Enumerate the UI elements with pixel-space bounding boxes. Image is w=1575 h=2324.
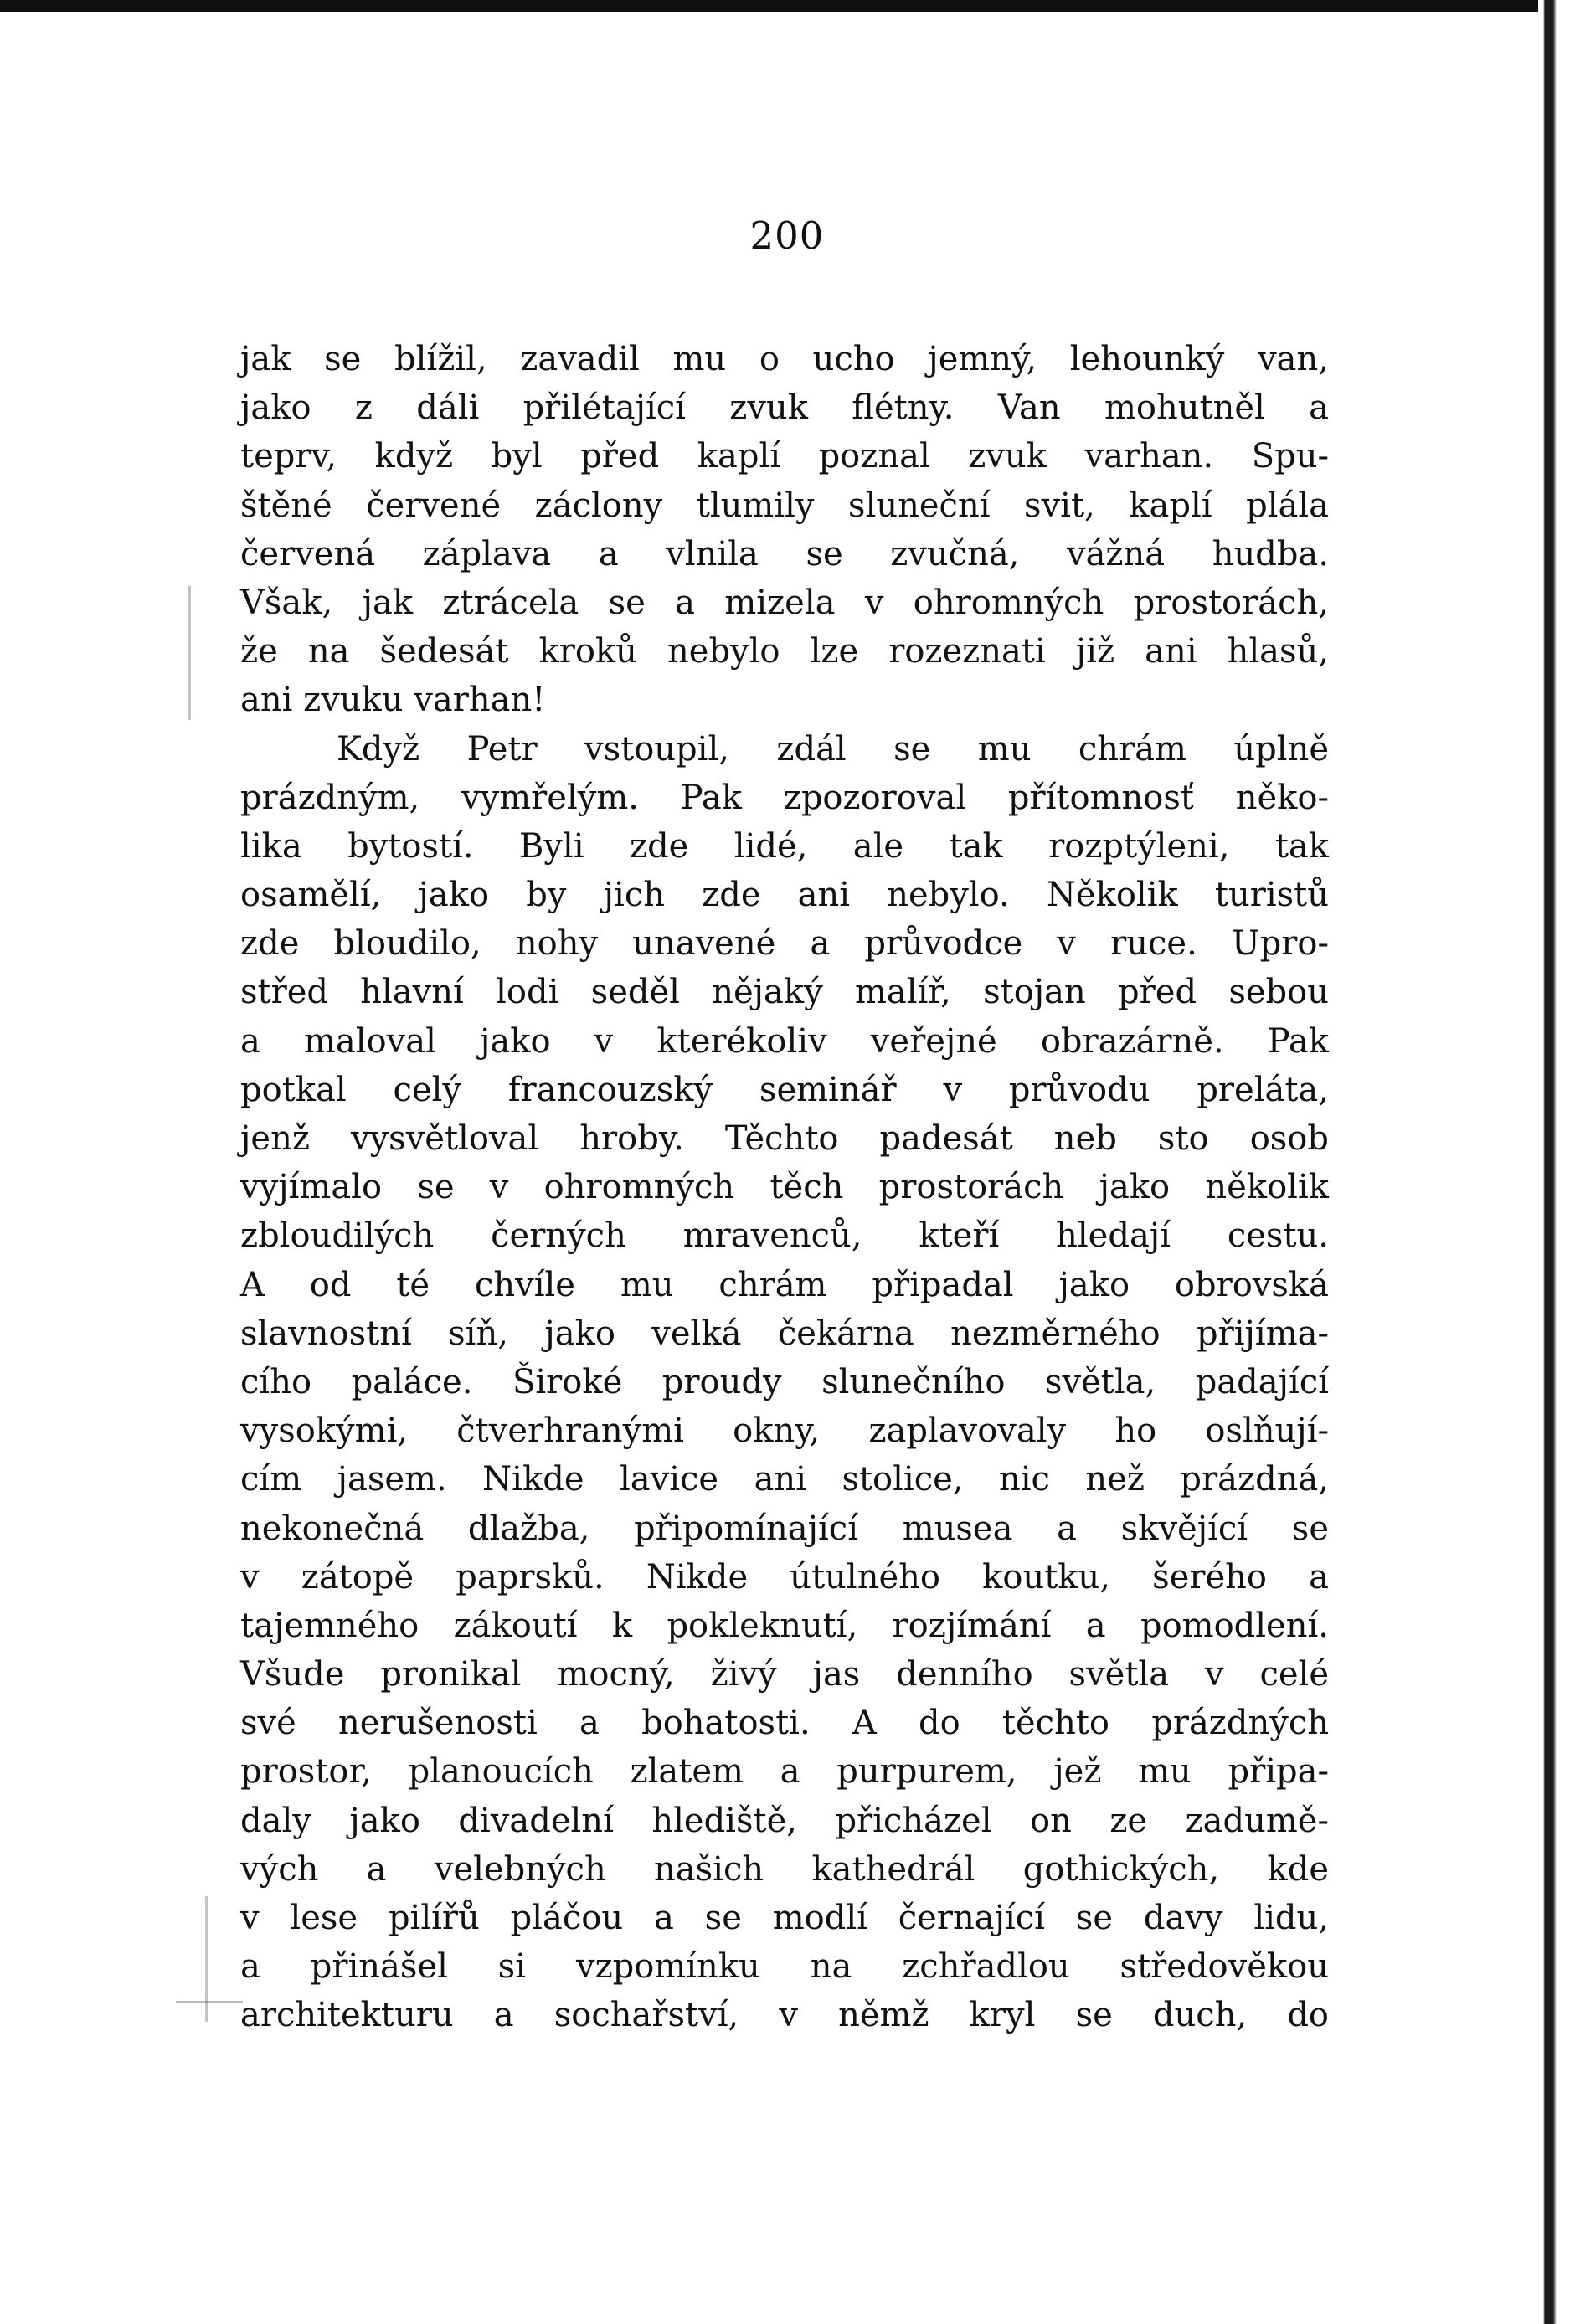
text-line: Však, jak ztrácela se a mizela v ohromných prostorách, — [240, 583, 1329, 622]
text-line: A od té chvíle mu chrám připadal jako obrovská — [240, 1265, 1329, 1304]
text-line: architekturu a sochařství, v němž kryl se duch, do — [240, 1996, 1329, 2035]
text-line: vysokými, čtverhranými okny, zaplavovaly ho oslňují- — [240, 1411, 1329, 1451]
text-line: červená záplava a vlnila se zvučná, vážná hudba. — [240, 534, 1329, 573]
text-line: cího paláce. Široké proudy slunečního světla, padající — [240, 1362, 1329, 1401]
text-line: prázdným, vymřelým. Pak zpozoroval přítomnosť něko- — [240, 778, 1329, 817]
text-line: potkal celý francouzský seminář v průvodu preláta, — [240, 1070, 1329, 1109]
text-line: že na šedesát kroků nebylo lze rozeznati již ani hlasů, — [240, 632, 1329, 671]
text-line: jak se blížil, zavadil mu o ucho jemný, lehounký van, — [240, 340, 1329, 378]
text-line: zde bloudilo, nohy unavené a průvodce v ruce. Upro- — [240, 924, 1329, 964]
text-line: slavnostní síň, jako velká čekárna nezměrného přijíma- — [240, 1314, 1329, 1353]
body-text — [240, 335, 1329, 2040]
text-line: a maloval jako v kterékoliv veřejné obrazárně. Pak — [240, 1021, 1329, 1061]
text-line: vyjímalo se v ohromných těch prostorách jako několik — [240, 1168, 1329, 1207]
page-number: 200 — [749, 213, 825, 258]
text-line: své nerušenosti a bohatosti. A do těchto prázdných — [240, 1704, 1329, 1743]
text-line: vých a velebných našich kathedrál gothických, kde — [240, 1849, 1329, 1889]
text-line: tajemného zákoutí k pokleknutí, rozjímání a pomodlení. — [240, 1606, 1329, 1645]
text-line: jako z dáli přilétající zvuk flétny. Van mohutněl a — [240, 388, 1329, 428]
text-line: v lese pilířů pláčou a se modlí černající se davy lidu, — [240, 1899, 1329, 1937]
text-line: prostor, planoucích zlatem a purpurem, jež mu připa- — [240, 1752, 1329, 1792]
text-line: ani zvuku varhan! — [240, 681, 546, 720]
text-line: štěné červené záclony tlumily sluneční svit, kaplí plála — [240, 486, 1329, 525]
text-line: jenž vysvětloval hroby. Těchto padesát neb sto osob — [240, 1119, 1329, 1158]
text-line: zbloudilých černých mravenců, kteří hledají cestu. — [240, 1216, 1329, 1256]
text-line: cím jasem. Nikde lavice ani stolice, nic než prázdná, — [240, 1460, 1329, 1499]
text-line: teprv, když byl před kaplí poznal zvuk varhan. Spu- — [240, 437, 1329, 476]
text-line: a přinášel si vzpomínku na zchřadlou středověkou — [240, 1947, 1329, 1987]
text-line: nekonečná dlažba, připomínající musea a skvějící se — [240, 1509, 1329, 1548]
text-line: osamělí, jako by jich zde ani nebylo. Několik turistů — [240, 876, 1329, 915]
text-line: lika bytostí. Byli zde lidé, ale tak rozptýleni, tak — [240, 826, 1329, 866]
text-line: střed hlavní lodi seděl nějaký malíř, stojan před sebou — [240, 973, 1329, 1012]
text-line: Když Petr vstoupil, zdál se mu chrám úplně — [337, 729, 1329, 769]
text-line: Všude pronikal mocný, živý jas denního světla v celé — [240, 1655, 1329, 1694]
text-line: v zátopě paprsků. Nikde útulného koutku, šerého a — [240, 1557, 1329, 1596]
text-line: daly jako divadelní hlediště, přicházel on ze zadumě- — [240, 1801, 1329, 1840]
